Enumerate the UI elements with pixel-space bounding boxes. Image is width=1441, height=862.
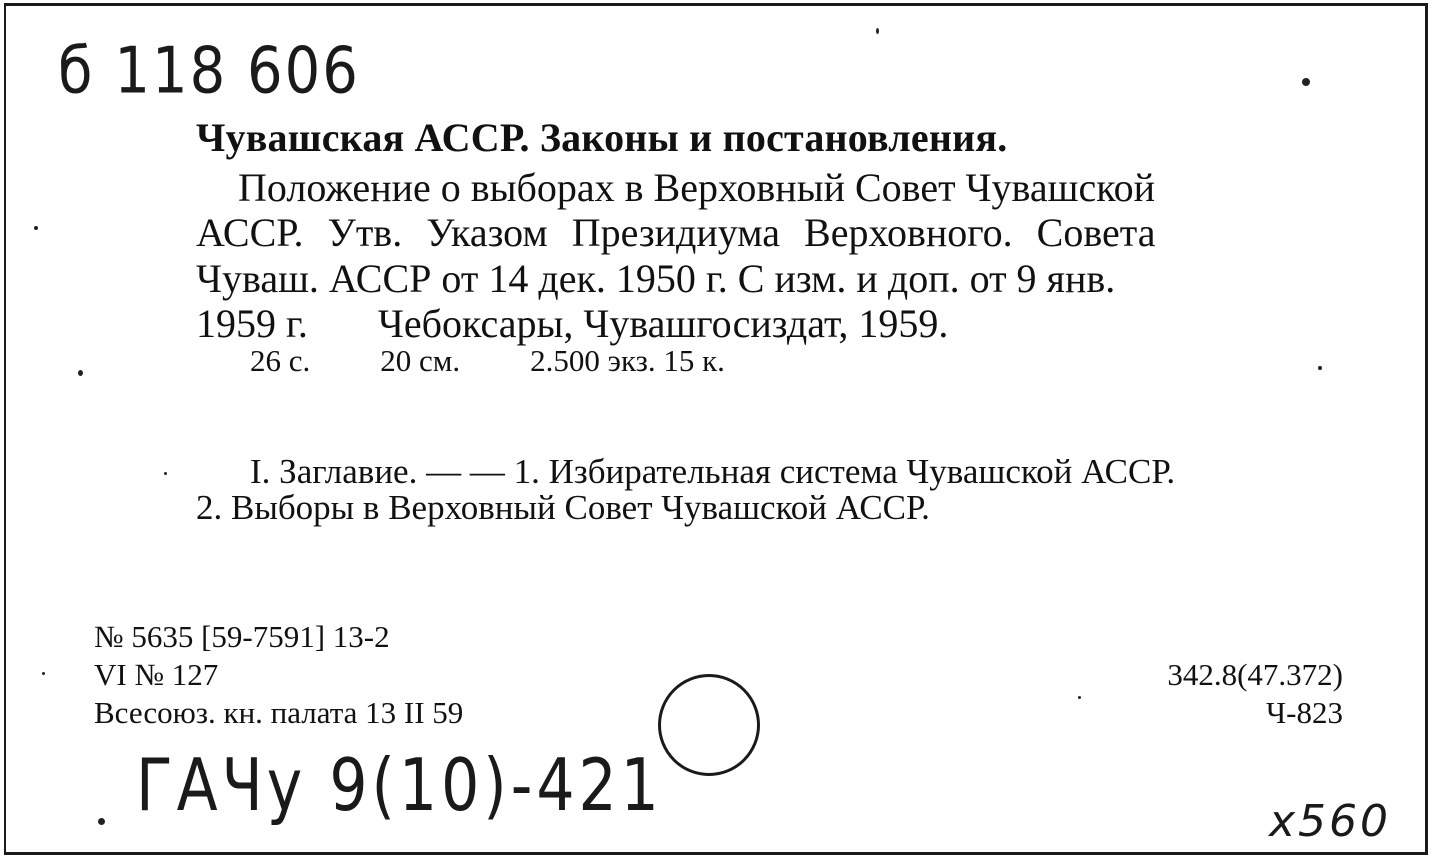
- speck-dot: [1078, 696, 1081, 699]
- title-line-3: Чуваш. АССР от 14 дек. 1950 г. С изм. и доп. от 9 янв.: [196, 256, 1116, 301]
- udc-classification: 342.8(47.372): [1167, 657, 1343, 692]
- speck-dot: [164, 472, 167, 475]
- registration-chamber: Всесоюз. кн. палата 13 II 59: [94, 695, 464, 730]
- catalog-card: [4, 3, 1428, 855]
- speck-dot: [1302, 78, 1310, 86]
- speck-dot: [34, 226, 38, 230]
- tracings-line-1: I. Заглавие. — — 1. Избирательная система Чувашской АССР.: [250, 452, 1176, 491]
- collation-size: 20 см.: [380, 343, 461, 378]
- collation-pages: 26 с.: [250, 343, 311, 378]
- imprint-line: [196, 300, 948, 347]
- title-line-1: Положение о выборах в Верховный Совет Чувашской: [238, 165, 1156, 210]
- tracings-line-2: 2. Выборы в Верховный Совет Чувашской АССР.: [196, 488, 930, 527]
- imprint-year: 1959 г.: [196, 301, 308, 346]
- speck-dot: [78, 370, 83, 376]
- handwritten-inventory-number: х560: [1268, 796, 1391, 847]
- speck-dot: [876, 28, 879, 34]
- imprint-publisher: Чебоксары, Чувашгосиздат, 1959.: [377, 301, 949, 346]
- title-line-2: АССР. Утв. Указом Президиума Верховного. Совета: [196, 210, 1156, 255]
- card-heading: Чувашская АССР. Законы и постановления.: [196, 115, 1008, 160]
- collation-line: [250, 343, 725, 379]
- circle-stamp-icon: [658, 674, 760, 776]
- speck-dot: [1318, 366, 1322, 370]
- registration-number: № 5635 [59-7591] 13-2: [94, 619, 390, 654]
- speck-dot: [98, 818, 105, 825]
- handwritten-shelf-mark: ГАЧу 9(10)-421: [136, 744, 663, 828]
- author-mark: Ч-823: [1266, 695, 1343, 730]
- speck-dot: [42, 672, 45, 675]
- collation-copies-price: 2.500 экз. 15 к.: [530, 343, 725, 378]
- registration-series: VI № 127: [94, 657, 219, 692]
- handwritten-call-number: б 118 606: [58, 34, 360, 109]
